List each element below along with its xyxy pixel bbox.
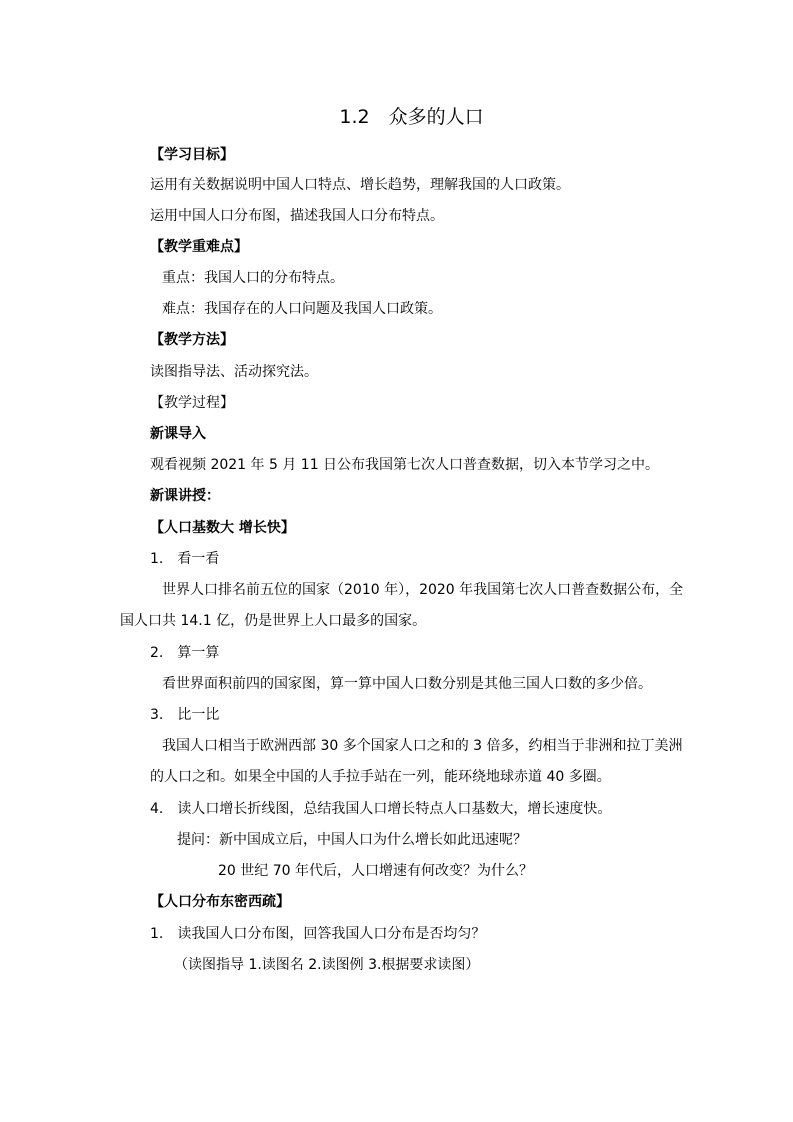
topic1-heading: 【人口基数大 增长快】 (150, 520, 295, 536)
method-text: 读图指导法、活动探究法。 (150, 364, 318, 380)
objective-item: 运用中国人口分布图，描述我国人口分布特点。 (150, 208, 444, 224)
item1-label: 1. 看一看 (150, 551, 220, 567)
item4-question1: 提问：新中国成立后，中国人口为什么增长如此迅速呢？ (177, 832, 527, 848)
item5-note: （读图指导 1.读图名 2.读图例 3.根据要求读图） (174, 957, 480, 973)
process-heading: 【教学过程】 (150, 395, 234, 411)
lecture-heading: 新课讲授： (150, 488, 220, 504)
key-point: 重点：我国人口的分布特点。 (162, 270, 344, 286)
page-title: 1.2 众多的人口 (339, 106, 484, 128)
item4-label: 4. 读人口增长折线图，总结我国人口增长特点人口基数大，增长速度快。 (150, 801, 612, 817)
item1-line2: 国人口共 14.1 亿，仍是世界上人口最多的国家。 (120, 613, 427, 629)
method-heading: 【教学方法】 (150, 332, 234, 348)
item3-line1: 我国人口相当于欧洲西部 30 多个国家人口之和的 3 倍多，约相当于非洲和拉丁美洲 (162, 738, 683, 754)
item3-label: 3. 比一比 (150, 707, 220, 723)
item3-line2: 的人口之和。如果全中国的人手拉手站在一列，能环绕地球赤道 40 多圈。 (150, 769, 611, 785)
item5-label: 1. 读我国人口分布图，回答我国人口分布是否均匀？ (150, 926, 486, 942)
item2-label: 2. 算一算 (150, 645, 220, 661)
key-heading: 【教学重难点】 (150, 239, 248, 255)
item2-text: 看世界面积前四的国家图，算一算中国人口数分别是其他三国人口数的多少倍。 (162, 676, 652, 692)
objective-item: 运用有关数据说明中国人口特点、增长趋势，理解我国的人口政策。 (150, 177, 570, 193)
difficult-point: 难点：我国存在的人口问题及我国人口政策。 (162, 301, 442, 317)
intro-heading: 新课导入 (150, 426, 206, 442)
intro-text: 观看视频 2021 年 5 月 11 日公布我国第七次人口普查数据，切入本节学习之中。 (150, 457, 660, 473)
topic2-heading: 【人口分布东密西疏】 (150, 894, 290, 910)
item1-line1: 世界人口排名前五位的国家（2010 年），2020 年我国第七次人口普查数据公布，全 (162, 582, 684, 598)
item4-question2: 20 世纪 70 年代后，人口增速有何改变？为什么？ (218, 863, 533, 879)
objectives-heading: 【学习目标】 (150, 147, 234, 163)
